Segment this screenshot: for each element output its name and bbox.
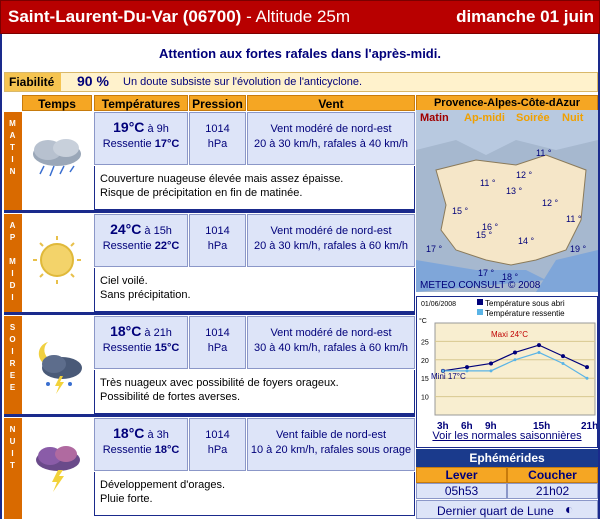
forecast-desc (94, 268, 415, 312)
point-ressentie (490, 369, 493, 372)
y-tick: 25 (421, 339, 429, 347)
ressentie-label: Ressentie (102, 444, 155, 456)
point-ressentie (562, 362, 565, 365)
map-temp: 18 ° (502, 272, 519, 282)
map-temp: 11 ° (480, 178, 496, 188)
map-temp: 17 ° (478, 268, 495, 278)
legend-swatch-abri (477, 299, 483, 305)
side-label: S O I R E E (4, 316, 22, 414)
point-ressentie (514, 358, 517, 361)
ressentie-value: 18°C (154, 444, 180, 456)
date: dimanche 01 juin (456, 7, 594, 26)
reliability-text: Un doute subsiste sur l'évolution de l'anticyclone. (123, 76, 363, 88)
map-temp: 19 ° (570, 244, 587, 254)
ressentie-label: Ressentie (102, 138, 155, 150)
map-temp: 12 ° (542, 198, 559, 208)
desc-line-1: Développement d'orages. (100, 479, 226, 491)
map-tabs (420, 112, 596, 126)
map-temp: 11 ° (566, 214, 582, 224)
wind-line-2: 30 à 40 km/h, rafales à 60 km/h (253, 342, 409, 354)
temp-hour: à 9h (144, 123, 169, 135)
tab-soiree[interactable]: Soirée (516, 112, 550, 124)
pressure-value: 1014 (205, 429, 230, 441)
ressentie-value: 15°C (154, 342, 180, 354)
ressentie-label: Ressentie (102, 240, 155, 252)
point-abri (465, 365, 469, 369)
temp-value: 19°C (113, 119, 145, 135)
reliability-bar (4, 72, 598, 92)
sun-veiled-icon (22, 214, 92, 312)
chart-date: 01/06/2008 (421, 301, 457, 308)
cloud-rain-icon (22, 112, 92, 210)
ressentie-value: 22°C (154, 240, 180, 252)
y-tick: 10 (421, 394, 429, 402)
wind-line-1: Vent faible de nord-est (275, 429, 387, 441)
ephemerides-header: Ephémérides (416, 449, 598, 467)
x-tick: 15h (533, 421, 551, 432)
period-apmidi (4, 214, 415, 315)
pressure-unit: hPa (207, 240, 228, 252)
moon-phase (416, 500, 598, 519)
desc-line-1: Couverture nuageuse élevée mais assez épaisse. (100, 173, 344, 185)
tab-matin[interactable]: Matin (420, 112, 449, 124)
col-temp: Températures (94, 95, 188, 111)
region-header: Provence-Alpes-Côte-dAzur (416, 95, 598, 111)
thunderstorm-icon (22, 418, 92, 519)
pressure-value: 1014 (205, 123, 230, 135)
pressure-unit: hPa (207, 138, 228, 150)
mini-label: Mini 17°C (431, 372, 466, 381)
legend-swatch-ressentie (477, 309, 483, 315)
temp-value: 18°C (110, 323, 142, 339)
y-tick: 15 (421, 376, 429, 384)
normales-link[interactable]: Voir les normales saisonnières (432, 430, 582, 442)
forecast-desc (94, 166, 415, 210)
ressentie-label: Ressentie (102, 342, 155, 354)
map-temp: 13 ° (506, 186, 523, 196)
map-temp: 16 ° (482, 222, 499, 232)
period-nuit (4, 418, 415, 519)
point-ressentie (586, 377, 589, 380)
wind-box (247, 112, 415, 165)
pressure-box (189, 418, 246, 471)
temp-value: 18°C (113, 425, 145, 441)
point-abri (513, 350, 517, 354)
temp-value: 24°C (110, 221, 142, 237)
wind-alert: Attention aux fortes rafales dans l'après-midi. (159, 46, 441, 61)
desc-line-1: Très nuageux avec possibilité de foyers orageux. (100, 377, 339, 389)
x-tick: 6h (461, 421, 473, 432)
temperature-chart (416, 296, 598, 448)
map-credit: METEO CONSULT © 2008 (420, 280, 541, 291)
reliability-value: 90 % (77, 73, 109, 89)
period-matin (4, 112, 415, 213)
region-map[interactable] (416, 110, 598, 292)
map-temp: 11 ° (536, 148, 552, 158)
map-temp: 15 ° (476, 230, 493, 240)
pressure-box (189, 316, 246, 369)
col-pression: Pression (189, 95, 246, 111)
x-tick: 9h (485, 421, 497, 432)
legend-abri: Température sous abri (485, 299, 565, 308)
reliability-label: Fiabilité (5, 73, 61, 91)
wind-box (247, 214, 415, 267)
wind-line-1: Vent modéré de nord-est (270, 327, 392, 339)
x-tick: 3h (437, 421, 449, 432)
altitude: - Altitude 25m (241, 7, 351, 26)
desc-line-2: Pluie forte. (100, 493, 153, 505)
pressure-box (189, 112, 246, 165)
wind-line-2: 20 à 30 km/h, rafales à 40 km/h (253, 138, 409, 150)
period-soiree (4, 316, 415, 417)
legend-ressentie: Température ressentie (485, 309, 565, 318)
x-tick: 21h (581, 421, 597, 432)
side-label: M A T I N (4, 112, 22, 210)
temp-hour: à 21h (141, 327, 172, 339)
wind-box (247, 316, 415, 369)
temp-box (94, 214, 188, 267)
temp-box (94, 418, 188, 471)
pressure-box (189, 214, 246, 267)
temp-box (94, 316, 188, 369)
pressure-value: 1014 (205, 225, 230, 237)
point-abri (585, 365, 589, 369)
tab-apmidi[interactable]: Ap-midi (464, 112, 505, 124)
point-ressentie (538, 351, 541, 354)
col-vent: Vent (247, 95, 415, 111)
lever-label: Lever (416, 467, 507, 483)
lever-value: 05h53 (416, 483, 507, 499)
city-title: Saint-Laurent-Du-Var (06700) - Altitude 25m (8, 7, 351, 26)
forecast-desc (94, 472, 415, 516)
wind-line-2: 20 à 30 km/h, rafales à 60 km/h (253, 240, 409, 252)
map-temp: 14 ° (518, 236, 535, 246)
desc-line-1: Ciel voilé. (100, 275, 148, 287)
moon-storm-icon (22, 316, 92, 414)
pressure-unit: hPa (207, 342, 228, 354)
y-tick: 20 (421, 357, 429, 365)
point-abri (489, 361, 493, 365)
point-abri (537, 343, 541, 347)
maxi-label: Maxi 24°C (491, 330, 528, 339)
coucher-label: Coucher (507, 467, 598, 483)
wind-line-2: 10 à 20 km/h, rafales sous orage (250, 444, 412, 456)
desc-line-2: Risque de précipitation en fin de matinée. (100, 187, 303, 199)
side-label: N U I T (4, 418, 22, 519)
wind-box (247, 418, 415, 471)
pressure-unit: hPa (207, 444, 228, 456)
col-temps: Temps (22, 95, 92, 111)
temp-hour: à 3h (144, 429, 169, 441)
tab-nuit[interactable]: Nuit (562, 112, 584, 124)
map-temp: 17 ° (426, 244, 443, 254)
pressure-value: 1014 (205, 327, 230, 339)
point-abri (561, 354, 565, 358)
temp-box (94, 112, 188, 165)
map-temp: 15 ° (452, 206, 469, 216)
ressentie-value: 17°C (154, 138, 180, 150)
desc-line-2: Sans précipitation. (100, 289, 191, 301)
y-unit: °C (419, 318, 427, 325)
coucher-value: 21h02 (507, 483, 598, 499)
moon-text: Dernier quart de Lune (437, 504, 554, 518)
desc-line-2: Possibilité de fortes averses. (100, 391, 241, 403)
point-ressentie (466, 369, 469, 372)
temp-hour: à 15h (141, 225, 172, 237)
wind-line-1: Vent modéré de nord-est (270, 123, 392, 135)
moon-icon: ◐ (565, 501, 574, 517)
map-temp: 12 ° (516, 170, 533, 180)
forecast-desc (94, 370, 415, 414)
side-label: A P M I D I (4, 214, 22, 312)
wind-line-1: Vent modéré de nord-est (270, 225, 392, 237)
